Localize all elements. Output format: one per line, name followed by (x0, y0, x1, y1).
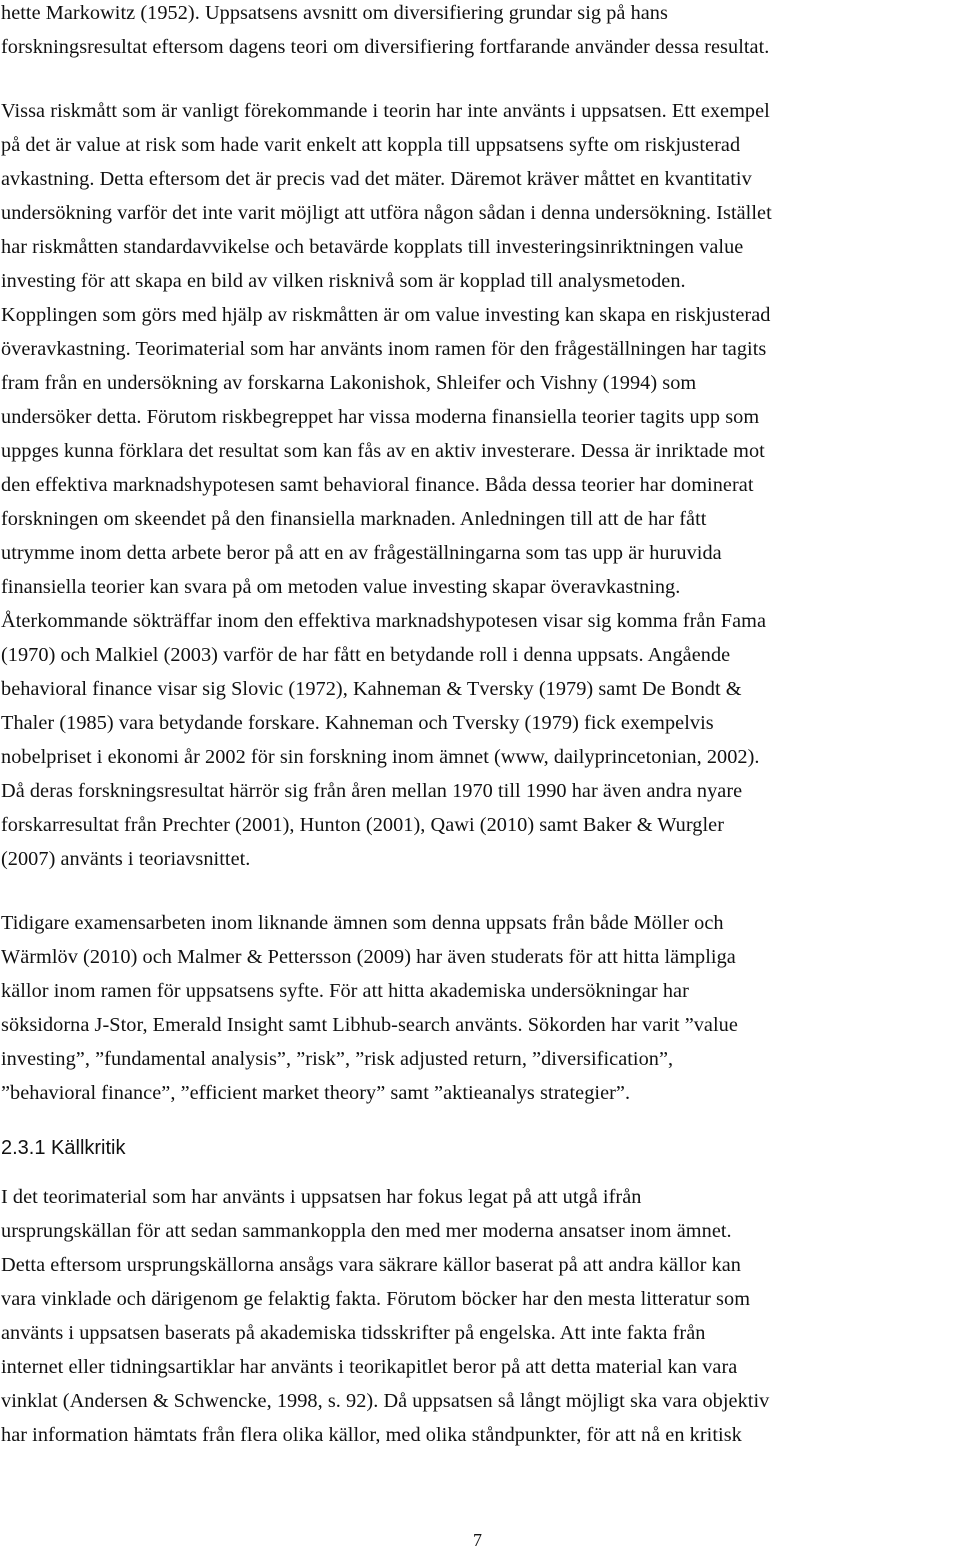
text-line: avkastning. Detta eftersom det är precis vad det mäter. Däremot kräver måttet en kvantitativ (1, 168, 752, 190)
text-line: forskningen om skeendet på den finansiella marknaden. Anledningen till att de har fått (1, 508, 707, 530)
text-line: forskarresultat från Prechter (2001), Hunton (2001), Qawi (2010) samt Baker & Wurgler (1, 814, 725, 836)
text-line: uppges kunna förklara det resultat som kan fås av en aktiv investerare. Dessa är inriktade mot (1, 440, 765, 462)
text-line: Då deras forskningsresultat härrör sig från åren mellan 1970 till 1990 har även andra nyare (1, 780, 743, 802)
text-line: Vissa riskmått som är vanligt förekommande i teorin har inte använts i uppsatsen. Ett exempel (1, 100, 770, 122)
text-line: Detta eftersom ursprungskällorna ansågs vara säkrare källor baserat på att andra källor kan (1, 1254, 742, 1276)
text-line: fram från en undersökning av forskarna Lakonishok, Shleifer och Vishny (1994) som (1, 372, 697, 394)
text-line: utrymme inom detta arbete beror på att en av frågeställningarna som tas upp är huruvida (1, 542, 722, 564)
text-line: (1970) och Malkiel (2003) varför de har fått en betydande roll i denna uppsats. Angående (1, 644, 731, 666)
section-heading: 2.3.1 Källkritik (1, 1137, 126, 1159)
text-line: använts i uppsatsen baserats på akademiska tidsskrifter på engelska. Att inte fakta från (1, 1322, 706, 1344)
text-line: finansiella teorier kan svara på om metoden value investing skapar överavkastning. (1, 576, 681, 598)
text-line: Kopplingen som görs med hjälp av riskmåtten är om value investing kan skapa en riskjusterad (1, 304, 771, 326)
text-line: har information hämtats från flera olika källor, med olika ståndpunkter, för att nå en kritisk (1, 1424, 742, 1446)
text-line: vinklat (Andersen & Schwencke, 1998, s. 92). Då uppsatsen så långt möjligt ska vara objektiv (1, 1390, 770, 1412)
text-line: på det är value at risk som hade varit enkelt att koppla till uppsatsens syfte om riskjusterad (1, 134, 741, 156)
text-line: ursprungskällan för att sedan sammankoppla den med mer moderna ansatser inom ämnet. (1, 1220, 732, 1242)
text-line: behavioral finance visar sig Slovic (1972), Kahneman & Tversky (1979) samt De Bondt & (1, 678, 742, 700)
text-line: internet eller tidningsartiklar har använts i teorikapitlet beror på att detta material kan vara (1, 1356, 738, 1378)
text-line: söksidorna J-Stor, Emerald Insight samt Libhub-search använts. Sökorden har varit ”value (1, 1014, 738, 1036)
text-line: investing”, ”fundamental analysis”, ”risk”, ”risk adjusted return, ”diversification”, (1, 1048, 674, 1070)
text-line: investing för att skapa en bild av vilken risknivå som är kopplad till analysmetoden. (1, 270, 686, 292)
text-line: den effektiva marknadshypotesen samt behavioral finance. Båda dessa teorier har dominerat (1, 474, 754, 496)
text-line: ”behavioral finance”, ”efficient market theory” samt ”aktieanalys strategier”. (1, 1082, 631, 1104)
text-line: forskningsresultat eftersom dagens teori om diversifiering fortfarande använder dessa resultat. (1, 36, 770, 58)
text-line: hette Markowitz (1952). Uppsatsens avsnitt om diversifiering grundar sig på hans (1, 2, 668, 24)
text-line: nobelpriset i ekonomi år 2002 för sin forskning inom ämnet (www, dailyprincetonian, 2002). (1, 746, 760, 768)
page-number: 7 (473, 1530, 482, 1550)
text-line: har riskmåtten standardavvikelse och betavärde kopplats till investeringsinriktningen value (1, 236, 744, 258)
text-line: vara vinklade och därigenom ge felaktig fakta. Förutom böcker har den mesta litteratur som (1, 1288, 751, 1310)
text-line: I det teorimaterial som har använts i uppsatsen har fokus legat på att utgå ifrån (1, 1186, 642, 1208)
text-line: överavkastning. Teorimaterial som har använts inom ramen för den frågeställningen har tagits (1, 338, 767, 360)
text-line: Thaler (1985) vara betydande forskare. Kahneman och Tversky (1979) fick exempelvis (1, 712, 714, 734)
text-line: Tidigare examensarbeten inom liknande ämnen som denna uppsats från både Möller och (1, 912, 724, 934)
text-line: undersökning varför det inte varit möjligt att utföra någon sådan i denna undersökning. Istället (1, 202, 772, 224)
text-line: källor inom ramen för uppsatsens syfte. För att hitta akademiska undersökningar har (1, 980, 689, 1002)
text-line: (2007) använts i teoriavsnittet. (1, 848, 251, 870)
text-line: Wärmlöv (2010) och Malmer & Pettersson (2009) har även studerats för att hitta lämpliga (1, 946, 736, 968)
text-line: Återkommande sökträffar inom den effektiva marknadshypotesen visar sig komma från Fama (1, 610, 767, 632)
text-line: undersöker detta. Förutom riskbegreppet har vissa moderna finansiella teorier tagits upp som (1, 406, 760, 428)
